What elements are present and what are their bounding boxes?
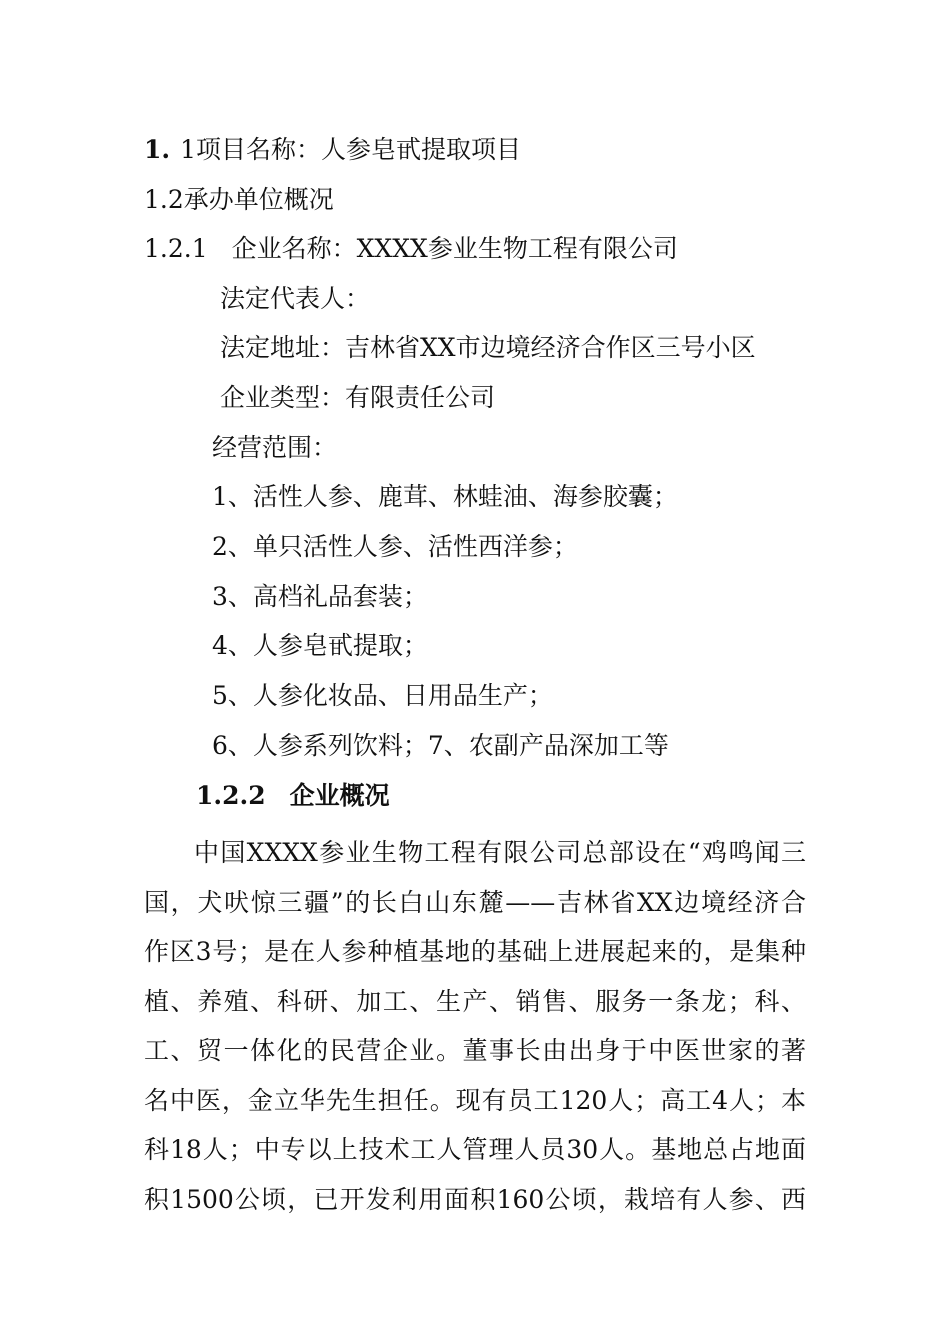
business-scope-item: 3、高档礼品套装； bbox=[212, 582, 428, 611]
paragraph-line: 作区3号；是在人参种植基地的基础上进展起来的，是集种 bbox=[144, 937, 806, 966]
business-scope-item: 5、人参化妆品、日用品生产； bbox=[212, 681, 553, 710]
heading-1-2-2-number: 1.2.2 bbox=[196, 781, 266, 810]
legal-address: 法定地址：吉林省XX市边境经济合作区三号小区 bbox=[220, 333, 756, 362]
paragraph-line: 积1500公顷，已开发利用面积160公顷，栽培有人参、西 bbox=[144, 1184, 806, 1214]
paragraph-line: 科18人；中专以上技术工人管理人员30人。基地总占地面 bbox=[144, 1135, 806, 1164]
paragraph-line: 中国XXXX参业生物工程有限公司总部设在“鸡鸣闻三 bbox=[194, 838, 806, 867]
business-scope-item: 6、人参系列饮料；7、农副产品深加工等 bbox=[212, 731, 669, 760]
heading-1-2-2-text: 企业概况 bbox=[289, 781, 390, 810]
business-scope-item: 2、单只活性人参、活性西洋参； bbox=[212, 532, 578, 561]
business-scope-item: 4、人参皂甙提取； bbox=[212, 631, 428, 660]
legal-representative: 法定代表人： bbox=[220, 284, 371, 313]
paragraph-line: 名中医，金立华先生担任。现有员工120人；高工4人；本 bbox=[144, 1085, 806, 1115]
heading-1-1-text: 1项目名称：人参皂甙提取项目 bbox=[180, 135, 522, 164]
heading-1-2: 1.2承办单位概况 bbox=[144, 185, 334, 214]
heading-1-2-2 bbox=[196, 779, 390, 813]
heading-1-2-1 bbox=[144, 232, 678, 266]
company-type: 企业类型：有限责任公司 bbox=[220, 383, 496, 412]
paragraph-line: 植、养殖、科研、加工、生产、销售、服务一条龙；科、 bbox=[144, 986, 806, 1016]
heading-1-1 bbox=[144, 133, 521, 167]
business-scope-label: 经营范围： bbox=[212, 433, 338, 462]
heading-1-1-number: 1. bbox=[144, 135, 171, 164]
heading-1-2-1-number: 1.2.1 bbox=[144, 234, 208, 263]
paragraph-line: 工、贸一体化的民营企业。董事长由出身于中医世家的著 bbox=[144, 1036, 806, 1065]
heading-1-2-1-text: 企业名称：XXXX参业生物工程有限公司 bbox=[231, 234, 678, 263]
company-overview-paragraph bbox=[144, 828, 806, 1224]
paragraph-line: 国，犬吠惊三疆”的长白山东麓——吉林省XX边境经济合 bbox=[144, 887, 806, 917]
business-scope-item: 1、活性人参、鹿茸、林蛙油、海参胶囊； bbox=[212, 482, 678, 511]
